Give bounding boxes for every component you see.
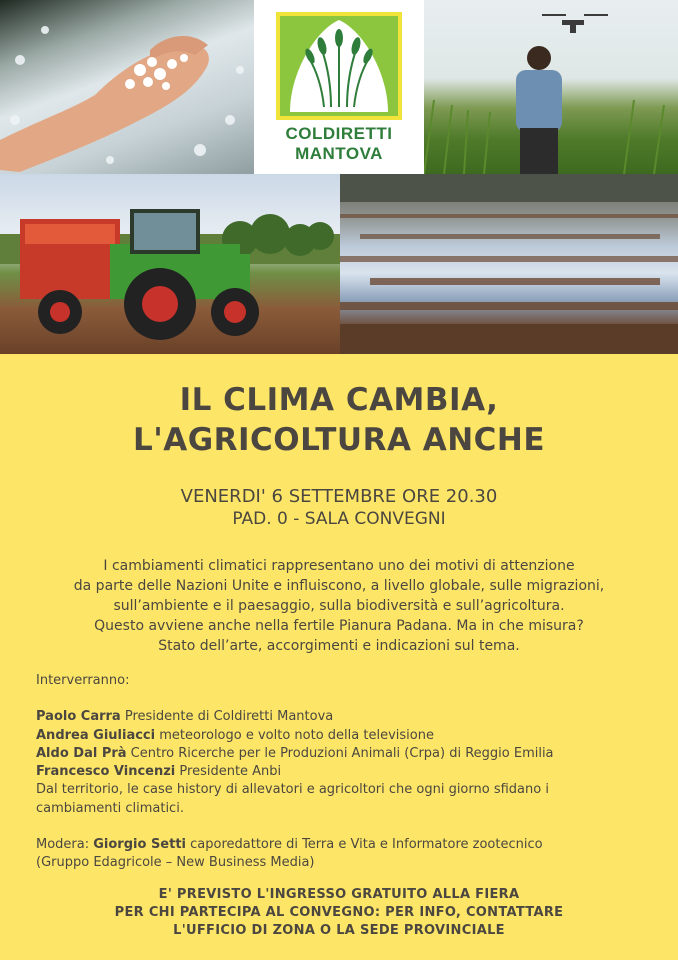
intro-paragraph [0, 556, 678, 656]
logo-text [254, 124, 424, 164]
intro-line: Stato dell’arte, accorgimenti e indicazioni sul tema. [158, 638, 520, 654]
speaker-item [36, 745, 656, 763]
speaker-name: Andrea Giuliacci [36, 727, 156, 743]
speaker-item [36, 708, 656, 726]
hand-with-hail-image [0, 0, 254, 174]
speaker-name: Aldo Dal Prà [36, 745, 127, 761]
farmer-drone-image [424, 0, 678, 174]
event-date: VENERDI' 6 SETTEMBRE ORE 20.30 [180, 486, 498, 507]
title-line-1: IL CLIMA CAMBIA, [179, 382, 499, 418]
footer-line: L'UFFICIO DI ZONA O LA SEDE PROVINCIALE [173, 923, 505, 938]
footer-line: PER CHI PARTECIPA AL CONVEGNO: PER INFO, CONTATTARE [114, 905, 564, 920]
territory-line: cambiamenti climatici. [36, 800, 184, 816]
footer-line: E' PREVISTO L'INGRESSO GRATUITO ALLA FIERA [158, 887, 520, 902]
speaker-role: Presidente di Coldiretti Mantova [120, 709, 334, 725]
title-line-2: L'AGRICOLTURA ANCHE [132, 422, 546, 458]
moderator-affiliation: (Gruppo Edagricole – New Business Media) [36, 855, 315, 871]
hail-photo [0, 0, 254, 174]
photo-collage [0, 0, 678, 354]
coldiretti-logo [254, 0, 424, 174]
speaker-name: Francesco Vincenzi [36, 764, 176, 780]
speakers-section [36, 672, 656, 873]
speakers-heading: Interverranno: [36, 673, 130, 688]
event-title [0, 380, 678, 460]
logo-line-1: COLDIRETTI [285, 124, 393, 143]
speaker-item [36, 727, 656, 745]
intro-line: sull’ambiente e il paesaggio, sulla biodiversità e sull’agricoltura. [113, 598, 565, 614]
flooded-field-image [340, 174, 678, 354]
speaker-name: Paolo Carra [36, 709, 121, 725]
tractor-image [0, 174, 340, 354]
intro-line: I cambiamenti climatici rappresentano uno dei motivi di attenzione [103, 558, 575, 574]
speaker-item [36, 763, 656, 781]
wheat-shield-logo-icon [276, 12, 402, 120]
intro-line: Questo avviene anche nella fertile Pianura Padana. Ma in che misura? [94, 618, 584, 634]
logo-line-2: MANTOVA [295, 144, 383, 163]
moderator-role: caporedattore di Terra e Vita e Informatore zootecnico [186, 837, 543, 853]
intro-line: da parte delle Nazioni Unite e influiscono, a livello globale, sulle migrazioni, [73, 578, 605, 594]
speaker-role: Presidente Anbi [175, 764, 282, 780]
footer-notice [0, 886, 678, 940]
territory-line: Dal territorio, le case history di allevatori e agricoltori che ogni giorno sfidano i [36, 782, 549, 798]
flooded-field-photo [340, 174, 678, 354]
tractor-photo [0, 174, 340, 354]
drone-field-photo [424, 0, 678, 174]
moderator-prefix: Modera: [36, 837, 94, 853]
event-venue: PAD. 0 - SALA CONVEGNI [232, 509, 446, 529]
speaker-role: Centro Ricerche per le Produzioni Animali (Crpa) di Reggio Emilia [126, 745, 554, 761]
speaker-role: meteorologo e volto noto della televisione [155, 727, 434, 743]
moderator-name: Giorgio Setti [93, 837, 187, 853]
moderator [36, 836, 656, 854]
